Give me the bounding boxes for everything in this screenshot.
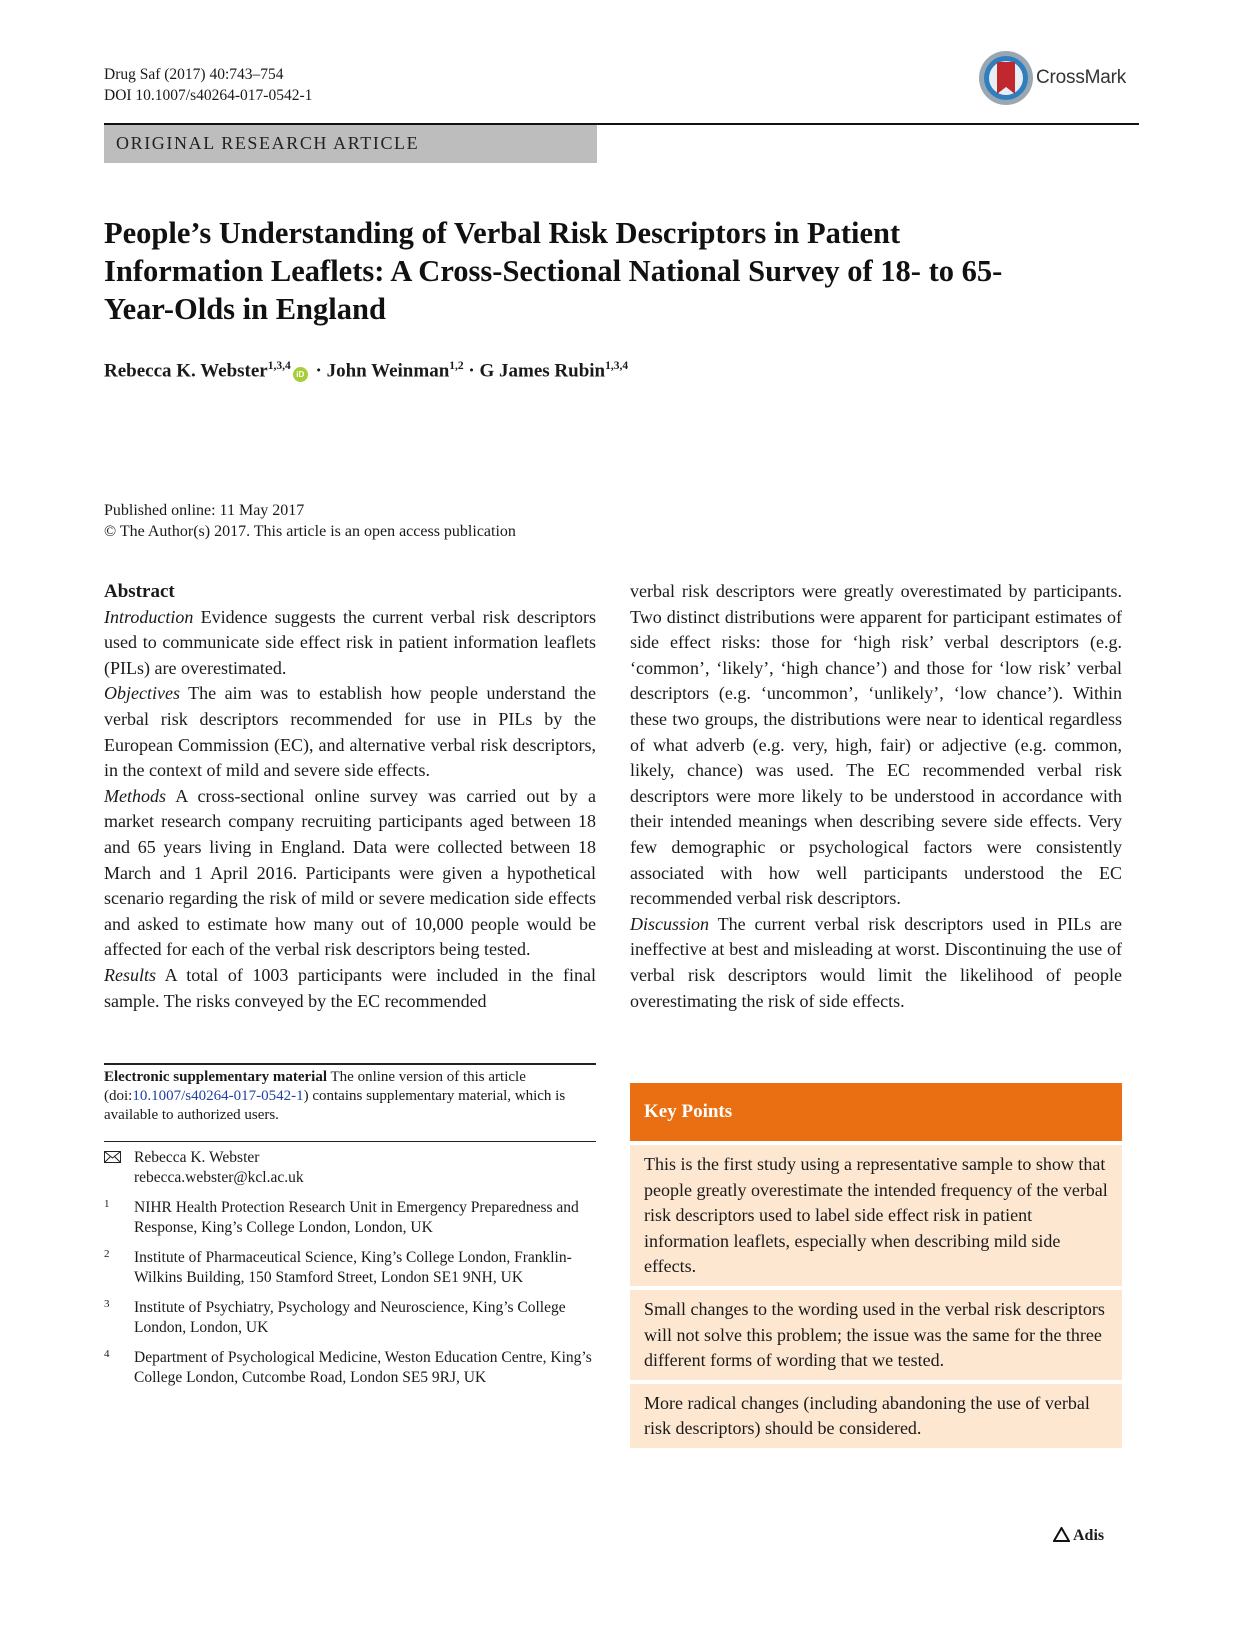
author-name[interactable]: Rebecca K. Webster (104, 360, 268, 382)
objectives-label: Objectives (104, 683, 180, 704)
abstract-left-column (104, 579, 596, 1014)
results-label: Results (104, 964, 156, 985)
objectives-text: The aim was to establish how people understand the verbal risk descriptors recommended for use in PILs by the European Commission (EC), and alternative verbal risk descriptors, in the context of mild and severe side effects. (104, 683, 596, 781)
author-separator: · (463, 360, 480, 382)
supplementary-material-note (104, 1068, 596, 1125)
abstract-right-column (630, 579, 1122, 1014)
journal-citation: Drug Saf (2017) 40:743–754 (104, 66, 284, 83)
affiliation-number: 1 (104, 1198, 110, 1210)
key-point-item: More radical changes (including abandoning the use of verbal risk descriptors) should be considered. (630, 1384, 1122, 1448)
correspondence-rule (104, 1141, 596, 1142)
abstract-discussion (630, 912, 1122, 1014)
esm-rule (104, 1063, 596, 1065)
abstract-results (104, 963, 596, 1014)
crossmark-label: CrossMark (1036, 67, 1127, 88)
envelope-icon (104, 1151, 121, 1163)
publication-info (104, 500, 516, 542)
publisher-name: Adis (1073, 1527, 1105, 1544)
abstract-methods (104, 784, 596, 963)
affiliation (104, 1298, 596, 1338)
methods-label: Methods (104, 785, 166, 806)
author-name[interactable]: G James Rubin (479, 360, 606, 382)
esm-doi-link[interactable]: 10.1007/s40264-017-0542-1 (132, 1088, 304, 1104)
key-points-heading: Key Points (644, 1101, 733, 1122)
affiliation (104, 1348, 596, 1388)
esm-text-end: ) contains supplementary material, which is available to authorized users. (104, 1088, 566, 1123)
author-separator: · (310, 360, 327, 382)
author-name[interactable]: John Weinman (326, 360, 450, 382)
esm-text: The online version of this article (doi: (104, 1069, 526, 1104)
esm-heading: Electronic supplementary material (104, 1069, 328, 1085)
affiliation-number: 2 (104, 1248, 110, 1260)
author-list (104, 360, 628, 382)
crossmark-badge[interactable] (978, 50, 1138, 108)
crossmark-icon (978, 50, 1034, 106)
affiliation-text: Institute of Pharmaceutical Science, King’s College London, Franklin-Wilkins Building, 150 Stamford Street, London SE1 9NH, UK (134, 1249, 572, 1286)
corresponding-author (104, 1148, 596, 1188)
key-points-box (630, 1083, 1122, 1448)
abstract-objectives (104, 681, 596, 783)
article-title: People’s Understanding of Verbal Risk Descriptors in Patient Information Leaflets: A Cross-Sectional National Survey of 18- to 65-Year-Olds in England (104, 216, 1003, 326)
affiliation (104, 1198, 596, 1238)
affiliation-text: NIHR Health Protection Research Unit in Emergency Preparedness and Response, King’s College London, London, UK (134, 1199, 579, 1236)
key-points-header (630, 1083, 1122, 1141)
copyright-notice: © The Author(s) 2017. This article is an open access publication (104, 523, 516, 540)
abstract-introduction (104, 605, 596, 682)
affiliation (104, 1248, 596, 1288)
author-affiliation-marker: 1,3,4 (605, 360, 629, 372)
published-date: Published online: 11 May 2017 (104, 502, 305, 519)
orcid-icon[interactable]: iD (293, 367, 308, 382)
methods-text: A cross-sectional online survey was carried out by a market research company recruiting participants aged between 18 and 65 years living in England. Data were collected between 18 March and 1 April 2016. Participants were given a hypothetical scenario regarding the risk of mild or severe medication side effects and asked to estimate how many out of 10,000 people would be affected for each of the verbal risk descriptors being tested. (104, 785, 596, 960)
author-affiliation-marker: 1,3,4 (267, 360, 291, 372)
introduction-text: Evidence suggests the current verbal risk descriptors used to communicate side effect risk in patient information leaflets (PILs) are overestimated. (104, 606, 596, 678)
discussion-text: The current verbal risk descriptors used in PILs are ineffective at best and misleading at worst. Discontinuing the use of verbal risk descriptors would limit the likelihood of people overestimating the risk of side effects. (630, 913, 1122, 1011)
journal-doi: DOI 10.1007/s40264-017-0542-1 (104, 87, 313, 104)
key-point-item: This is the first study using a representative sample to show that people greatly overestimate the intended frequency of the verbal risk descriptors used to label side effect risk in patient information leaflets, especially when describing mild side effects. (630, 1145, 1122, 1286)
author-affiliation-marker: 1,2 (449, 360, 464, 372)
corresponding-author-name: Rebecca K. Webster (134, 1149, 260, 1166)
abstract-results-continued: verbal risk descriptors were greatly overestimated by participants. Two distinct distributions were apparent for participant estimates of side effect risks: those for ‘high risk’ verbal descriptors (e.g. ‘common’, ‘likely’, ‘high chance’) and those for ‘low risk’ verbal descriptors (e.g. ‘uncommon’, ‘unlikely’, ‘low chance’). Within these two groups, the distributions were near to identical regardless of what adverb (e.g. very, high, fair) or adjective (e.g. common, likely, chance) was used. The EC recommended verbal risk descriptors were more likely to be understood in accordance with their intended meanings when describing severe side effects. Very few demographic or psychological factors were consistently associated with how well participants understood the EC recommended verbal risk descriptors. (630, 581, 1122, 909)
affiliation-number: 4 (104, 1348, 110, 1360)
article-category: ORIGINAL RESEARCH ARTICLE (116, 133, 420, 153)
correspondence-block (104, 1148, 596, 1388)
introduction-label: Introduction (104, 606, 194, 627)
adis-triangle-icon (1053, 1527, 1070, 1542)
discussion-label: Discussion (630, 913, 710, 934)
publisher-logo (1053, 1527, 1104, 1545)
corresponding-author-email[interactable]: rebecca.webster@kcl.ac.uk (134, 1169, 304, 1186)
key-point-item: Small changes to the wording used in the verbal risk descriptors will not solve this problem; the issue was the same for the three different forms of wording that we tested. (630, 1290, 1122, 1380)
results-text: A total of 1003 participants were included in the final sample. The risks conveyed by the EC recommended (104, 964, 596, 1011)
journal-info (104, 64, 312, 106)
affiliation-number: 3 (104, 1298, 110, 1310)
affiliation-text: Department of Psychological Medicine, Weston Education Centre, King’s College London, Cutcombe Road, London SE5 9RJ, UK (134, 1349, 592, 1386)
abstract-heading: Abstract (104, 581, 175, 602)
article-category-banner (104, 125, 597, 163)
affiliation-text: Institute of Psychiatry, Psychology and Neuroscience, King’s College London, London, UK (134, 1299, 566, 1336)
